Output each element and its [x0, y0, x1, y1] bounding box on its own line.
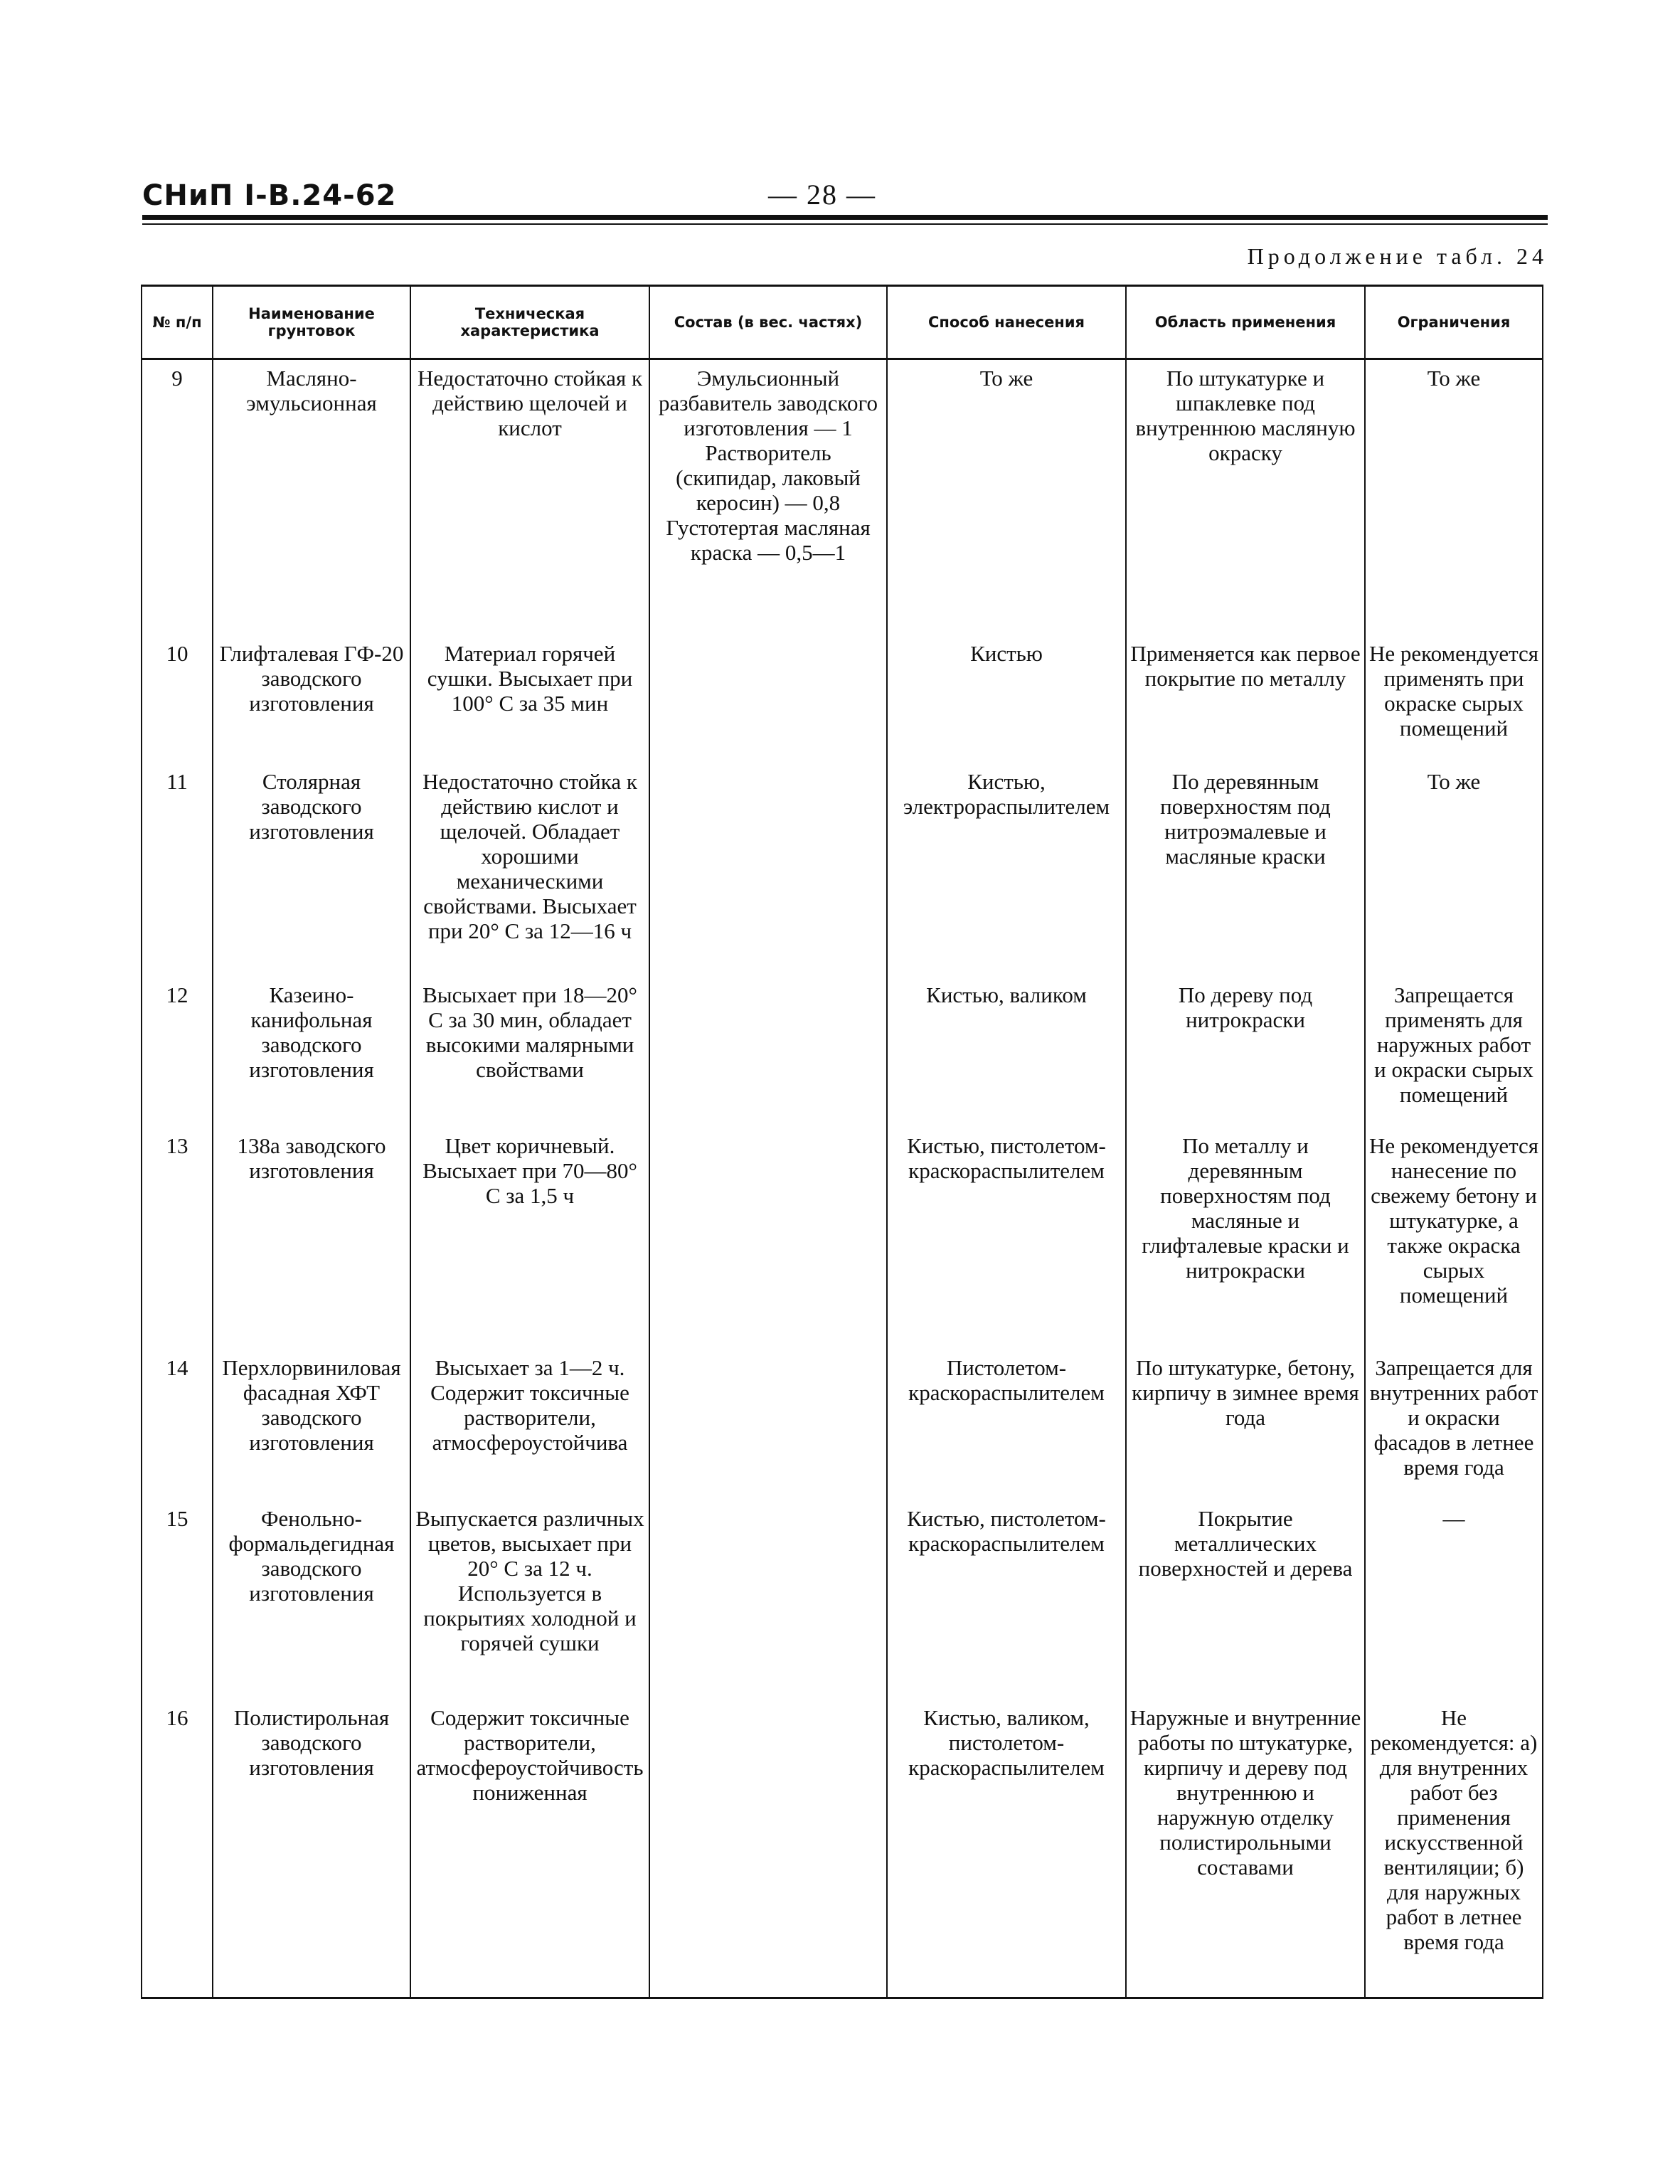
- primer-name: Столярная заводского изготовления: [213, 763, 410, 977]
- composition: [649, 1350, 887, 1500]
- technical-characteristic: Материал горячей сушки. Высыхает при 100° С за 35 мин: [410, 635, 649, 763]
- primer-name: Фенольно-формальдегидная заводского изготовления: [213, 1500, 410, 1700]
- table-row: [142, 359, 1543, 635]
- header-rule: [142, 215, 1548, 220]
- column-header-limits: Ограничения: [1365, 286, 1543, 359]
- table-row: [142, 1500, 1543, 1700]
- composition: [649, 763, 887, 977]
- row-number: 12: [142, 977, 213, 1128]
- application-method: Кистью: [887, 635, 1126, 763]
- application-method: Кистью, пистолетом-краскораспылителем: [887, 1500, 1126, 1700]
- technical-characteristic: Выпускается различных цветов, высыхает при 20° С за 12 ч. Используется в покрытиях холодной и горячей сушки: [410, 1500, 649, 1700]
- composition: [649, 1500, 887, 1700]
- header-rule-thin: [142, 223, 1548, 225]
- table-row: [142, 1350, 1543, 1500]
- primer-name: Масляно- эмульсионная: [213, 359, 410, 635]
- column-header-application: Область применения: [1126, 286, 1365, 359]
- table-continuation-label: Продолжение табл. 24: [1247, 243, 1548, 269]
- technical-characteristic: Высыхает при 18—20° С за 30 мин, обладает высокими малярными свойствами: [410, 977, 649, 1128]
- primer-name: Полистирольная заводского изготовления: [213, 1700, 410, 1998]
- table-row: [142, 1128, 1543, 1350]
- composition: [649, 1128, 887, 1350]
- document-code: СНиП I-B.24-62: [142, 179, 397, 212]
- column-header-composition: Состав (в вес. частях): [649, 286, 887, 359]
- column-header-number: № п/п: [142, 286, 213, 359]
- technical-characteristic: Недостаточно стойкая к действию щелочей и кислот: [410, 359, 649, 635]
- application-method: Пистолетом-краскораспылителем: [887, 1350, 1126, 1500]
- table-row: [142, 635, 1543, 763]
- limitations: Запрещается применять для наружных работ и окраски сырых помещений: [1365, 977, 1543, 1128]
- row-number: 16: [142, 1700, 213, 1998]
- primer-name: Казеино-канифольная заводского изготовления: [213, 977, 410, 1128]
- primer-name: Перхлорвиниловая фасадная ХФТ заводского изготовления: [213, 1350, 410, 1500]
- composition: [649, 977, 887, 1128]
- application-area: Применяется как первое покрытие по металлу: [1126, 635, 1365, 763]
- table-row: [142, 977, 1543, 1128]
- limitations: То же: [1365, 359, 1543, 635]
- application-area: Покрытие металлических поверхностей и дерева: [1126, 1500, 1365, 1700]
- composition: Эмульсионный разбавитель заводского изготовления — 1 Растворитель (скипидар, лаковый керосин) — 0,8 Густотертая масляная краска — 0,5—1: [649, 359, 887, 635]
- table-header-row: [142, 286, 1543, 359]
- table-row: [142, 763, 1543, 977]
- technical-characteristic: Цвет коричневый. Высыхает при 70—80° С за 1,5 ч: [410, 1128, 649, 1350]
- column-header-name: Наименование грунтовок: [213, 286, 410, 359]
- row-number: 9: [142, 359, 213, 635]
- application-method: Кистью, пистолетом-краскораспылителем: [887, 1128, 1126, 1350]
- limitations: Не рекомендуется: а) для внутренних работ без применения искусственной вентиляции; б) для наружных работ в летнее время года: [1365, 1700, 1543, 1998]
- limitations: Не рекомендуется применять при окраске сырых помещений: [1365, 635, 1543, 763]
- application-area: По дереву под нитрокраски: [1126, 977, 1365, 1128]
- column-header-method: Способ нанесения: [887, 286, 1126, 359]
- limitations: Запрещается для внутренних работ и окраски фасадов в летнее время года: [1365, 1350, 1543, 1500]
- limitations: —: [1365, 1500, 1543, 1700]
- composition: [649, 635, 887, 763]
- technical-characteristic: Недостаточно стойка к действию кислот и щелочей. Обладает хорошими механическими свойствами. Высыхает при 20° С за 12—16 ч: [410, 763, 649, 977]
- row-number: 15: [142, 1500, 213, 1700]
- row-number: 11: [142, 763, 213, 977]
- primers-table: [141, 285, 1543, 1999]
- page-number: — 28 —: [768, 179, 876, 211]
- row-number: 10: [142, 635, 213, 763]
- composition: [649, 1700, 887, 1998]
- application-area: По деревянным поверхностям под нитроэмалевые и масляные краски: [1126, 763, 1365, 977]
- application-area: По штукатурке, бетону, кирпичу в зимнее время года: [1126, 1350, 1365, 1500]
- row-number: 14: [142, 1350, 213, 1500]
- application-area: По штукатурке и шпаклевке под внутреннюю масляную окраску: [1126, 359, 1365, 635]
- column-header-tech: Техническая характеристика: [410, 286, 649, 359]
- table-row: [142, 1700, 1543, 1998]
- primer-name: 138а заводского изготовления: [213, 1128, 410, 1350]
- limitations: То же: [1365, 763, 1543, 977]
- application-method: Кистью, электрораспылителем: [887, 763, 1126, 977]
- application-area: По металлу и деревянным поверхностям под масляные и глифталевые краски и нитрокраски: [1126, 1128, 1365, 1350]
- application-method: То же: [887, 359, 1126, 635]
- application-method: Кистью, валиком: [887, 977, 1126, 1128]
- limitations: Не рекомендуется нанесение по свежему бетону и штукатурке, а также окраска сырых помещений: [1365, 1128, 1543, 1350]
- row-number: 13: [142, 1128, 213, 1350]
- application-area: Наружные и внутренние работы по штукатурке, кирпичу и дереву под внутреннюю и наружную отделку полистирольными составами: [1126, 1700, 1365, 1998]
- technical-characteristic: Высыхает за 1—2 ч. Содержит токсичные растворители, атмосфероустойчива: [410, 1350, 649, 1500]
- technical-characteristic: Содержит токсичные растворители, атмосфероустойчивость пониженная: [410, 1700, 649, 1998]
- primer-name: Глифталевая ГФ-20 заводского изготовления: [213, 635, 410, 763]
- application-method: Кистью, валиком, пистолетом-краскораспылителем: [887, 1700, 1126, 1998]
